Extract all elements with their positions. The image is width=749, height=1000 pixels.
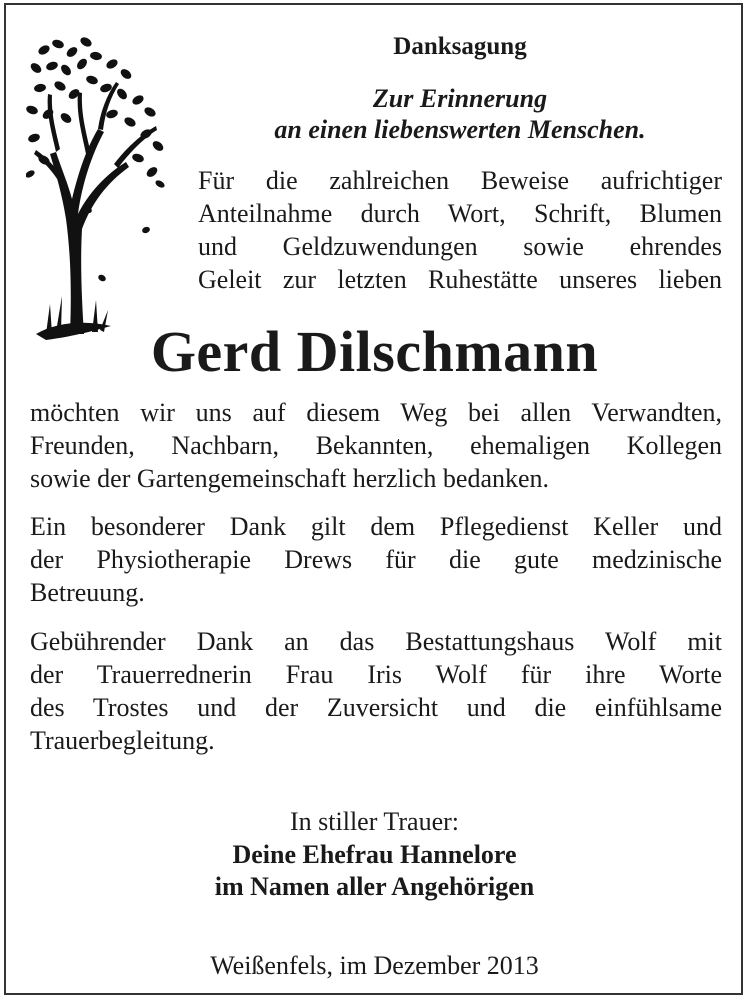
closing-signature-2: im Namen aller Angehörigen	[214, 872, 535, 901]
lead-paragraph	[198, 164, 722, 296]
subtitle-line-2: an einen liebenswerten Menschen.	[274, 115, 646, 144]
paragraph-line: der Trauerrednerin Frau Iris Wolf für ihre Worte	[30, 660, 722, 689]
paragraph-line: des Trostes und der Zuversicht und die einfühlsame	[30, 693, 722, 722]
lead-line: und Geldzuwendungen sowie ehrendes	[198, 232, 722, 261]
subtitle-line-1: Zur Erinnerung	[372, 84, 548, 113]
deceased-name: Gerd Dilschmann	[150, 319, 599, 384]
paragraph-line: Freunden, Nachbarn, Bekannten, ehemaligen Kollegen	[30, 431, 722, 460]
notice-title: Danksagung	[393, 33, 527, 60]
thanks-paragraph-1	[30, 396, 722, 495]
closing-intro: In stiller Trauer:	[290, 807, 459, 836]
place-and-date: Weißenfels, im Dezember 2013	[210, 951, 539, 980]
paragraph-line: möchten wir uns auf diesem Weg bei allen Verwandten,	[30, 398, 722, 427]
tree-illustration-icon	[26, 34, 166, 344]
paragraph-line: Ein besonderer Dank gilt dem Pflegedienst Keller und	[30, 512, 722, 541]
paragraph-line: Gebührender Dank an das Bestattungshaus Wolf mit	[30, 627, 722, 656]
paragraph-line: sowie der Gartengemeinschaft herzlich bedanken.	[30, 464, 550, 493]
paragraph-line: der Physiotherapie Drews für die gute medzinische	[30, 545, 722, 574]
thanks-paragraph-3	[30, 625, 722, 757]
lead-line: Für die zahlreichen Beweise aufrichtiger	[198, 166, 722, 195]
lead-line: Anteilnahme durch Wort, Schrift, Blumen	[198, 199, 722, 228]
thanks-paragraph-2	[30, 510, 722, 609]
paragraph-line: Betreuung.	[30, 578, 145, 607]
paragraph-line: Trauerbegleitung.	[30, 726, 215, 755]
lead-line: Geleit zur letzten Ruhestätte unseres lieben	[198, 265, 722, 294]
closing-signature-1: Deine Ehefrau Hannelore	[232, 840, 517, 869]
